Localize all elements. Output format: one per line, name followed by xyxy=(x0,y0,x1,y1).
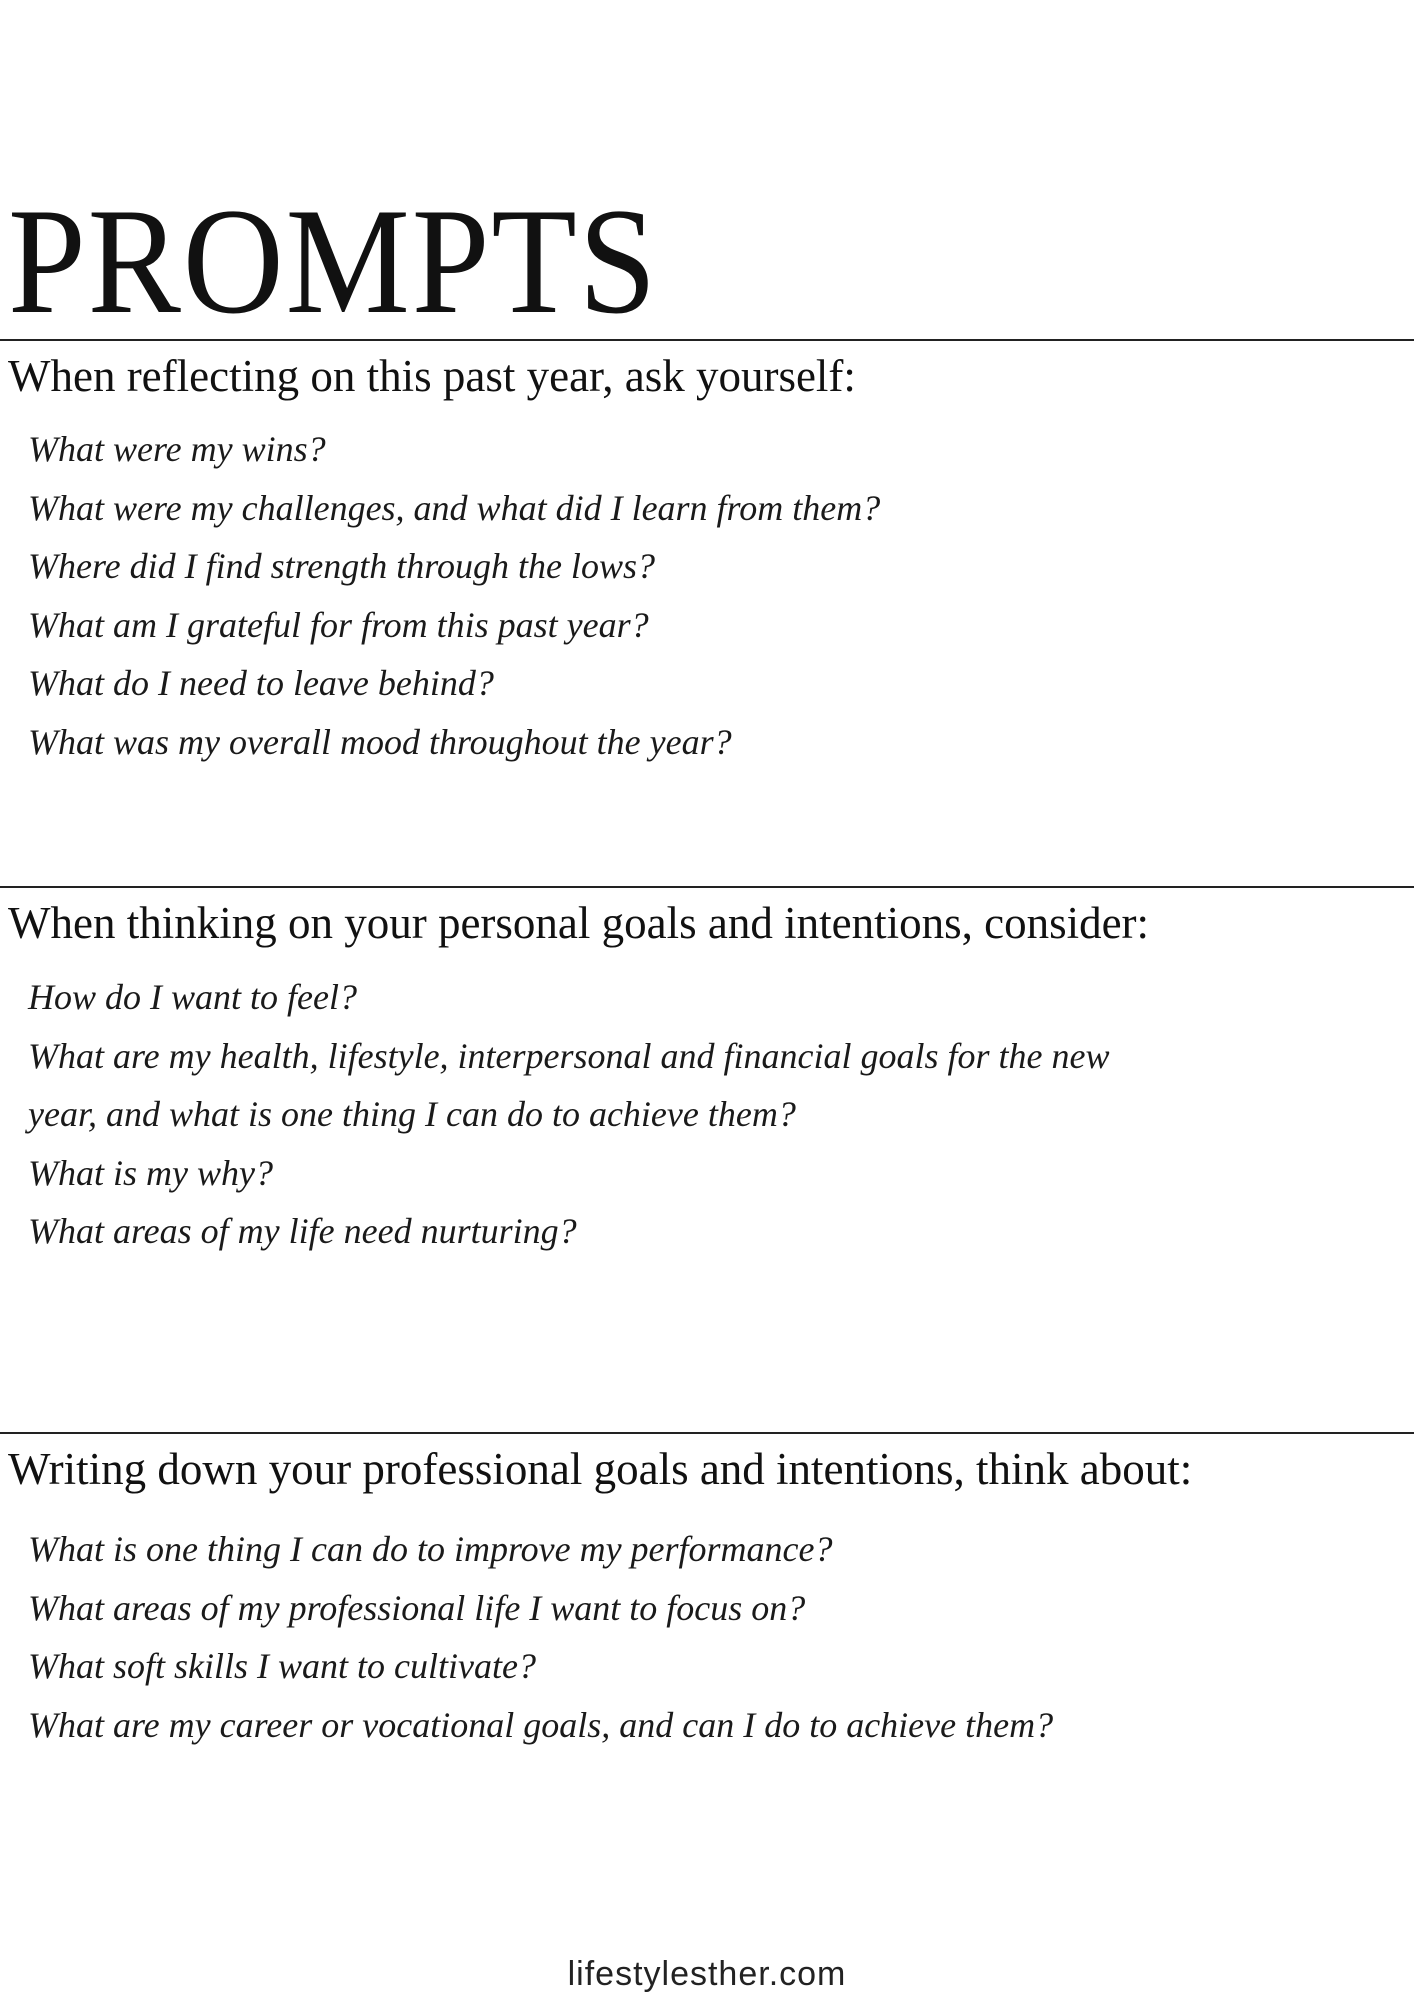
section-3-prompt-list xyxy=(28,1520,1053,1754)
prompt-line: What do I need to leave behind? xyxy=(28,663,494,704)
footer-website: lifestylesther.com xyxy=(567,1955,847,1993)
section-2-divider xyxy=(0,886,1414,888)
section-1-heading: When reflecting on this past year, ask yourself: xyxy=(8,351,856,401)
prompt-line: Where did I find strength through the lows? xyxy=(28,546,655,587)
prompt-line: What soft skills I want to cultivate? xyxy=(28,1646,536,1687)
prompt-line: What are my health, lifestyle, interpersonal and financial goals for the new xyxy=(28,1035,1110,1076)
prompt-line: What is my why? xyxy=(28,1152,273,1193)
section-3-divider xyxy=(0,1432,1414,1434)
section-2-prompt-list xyxy=(28,968,1110,1261)
prompt-line: year, and what is one thing I can do to achieve them? xyxy=(28,1094,796,1135)
prompt-line: What are my career or vocational goals, and can I do to achieve them? xyxy=(28,1704,1054,1745)
section-1-divider xyxy=(0,339,1414,341)
prompt-line: How do I want to feel? xyxy=(28,977,357,1017)
prompt-line: What areas of my professional life I want to focus on? xyxy=(28,1587,806,1628)
prompt-line: What were my challenges, and what did I learn from them? xyxy=(28,487,881,528)
section-3-heading: Writing down your professional goals and intentions, think about: xyxy=(8,1444,1193,1494)
prompt-line: What am I grateful for from this past year? xyxy=(28,604,649,645)
prompt-line: What areas of my life need nurturing? xyxy=(28,1211,577,1252)
section-1-prompt-list xyxy=(28,420,880,772)
prompt-line: What is one thing I can do to improve my performance? xyxy=(28,1529,833,1569)
section-2-heading: When thinking on your personal goals and intentions, consider: xyxy=(8,898,1150,948)
prompt-line: What were my wins? xyxy=(28,429,326,469)
prompt-line: What was my overall mood throughout the year? xyxy=(28,721,732,762)
page-title: PROMPTS xyxy=(8,177,659,345)
